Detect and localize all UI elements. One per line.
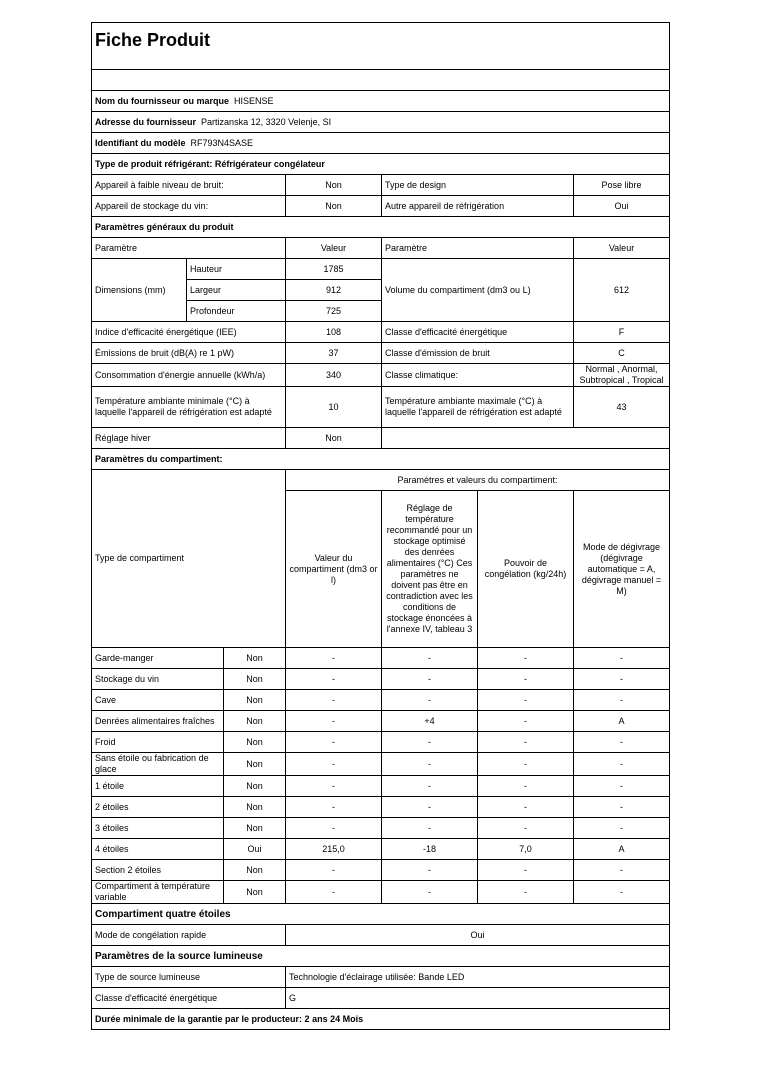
compartment-temp: - xyxy=(382,860,478,881)
compartment-freeze: - xyxy=(478,818,574,839)
compartment-defrost: A xyxy=(574,839,670,860)
dimensions-label: Dimensions (mm) xyxy=(92,259,187,322)
low-noise-label: Appareil à faible niveau de bruit: xyxy=(92,175,286,196)
compartment-present: Non xyxy=(224,669,286,690)
compartment-present: Non xyxy=(224,690,286,711)
model-id-row xyxy=(92,133,670,154)
compartment-temp-header: Réglage de température recommandé pour un stockage optimisé des denrées alimentaires (°C) Ces paramètres ne doivent pas être en contradiction avec les conditions de stockage énoncées à l'annexe IV, tableau 3 xyxy=(382,491,478,648)
compartment-name: 2 étoiles xyxy=(92,797,224,818)
compartment-row xyxy=(92,818,670,839)
compartment-name: Compartiment à température variable xyxy=(92,881,224,904)
design-type-label: Type de design xyxy=(382,175,574,196)
compartment-row xyxy=(92,732,670,753)
supplier-address-row xyxy=(92,112,670,133)
wine-storage-label: Appareil de stockage du vin: xyxy=(92,196,286,217)
compartment-name: Section 2 étoiles xyxy=(92,860,224,881)
supplier-address-label: Adresse du fournisseur xyxy=(95,116,197,127)
compartment-temp: +4 xyxy=(382,711,478,732)
light-class-value: G xyxy=(286,988,670,1009)
light-type-label: Type de source lumineuse xyxy=(92,967,286,988)
compartment-temp: - xyxy=(382,776,478,797)
compartment-present: Non xyxy=(224,753,286,776)
consumption-value: 340 xyxy=(286,364,382,387)
compartment-freeze: - xyxy=(478,648,574,669)
compartment-name: Froid xyxy=(92,732,224,753)
compartment-temp: - xyxy=(382,818,478,839)
value-header: Valeur xyxy=(286,238,382,259)
compartment-name: Stockage du vin xyxy=(92,669,224,690)
compartment-volume: - xyxy=(286,860,382,881)
noise-emission-value: 37 xyxy=(286,343,382,364)
value-header-2: Valeur xyxy=(574,238,670,259)
energy-class-value: F xyxy=(574,322,670,343)
min-temp-value: 10 xyxy=(286,387,382,428)
compartment-temp: -18 xyxy=(382,839,478,860)
compartment-present: Non xyxy=(224,732,286,753)
compartment-temp: - xyxy=(382,690,478,711)
light-class-label: Classe d'efficacité énergétique xyxy=(92,988,286,1009)
compartment-volume: - xyxy=(286,732,382,753)
compartment-present: Non xyxy=(224,648,286,669)
compartment-freeze: - xyxy=(478,881,574,904)
volume-label: Volume du compartiment (dm3 ou L) xyxy=(382,259,574,322)
supplier-address-value: Partizanska 12, 3320 Velenje, SI xyxy=(201,116,332,127)
compartment-group-header: Paramètres et valeurs du compartiment: xyxy=(286,470,670,491)
compartment-row xyxy=(92,648,670,669)
height-label: Hauteur xyxy=(187,259,286,280)
design-type-value: Pose libre xyxy=(574,175,670,196)
height-value: 1785 xyxy=(286,259,382,280)
compartment-name: Garde-manger xyxy=(92,648,224,669)
compartment-temp: - xyxy=(382,881,478,904)
compartment-present: Non xyxy=(224,881,286,904)
compartment-defrost: A xyxy=(574,711,670,732)
compartment-volume: - xyxy=(286,648,382,669)
compartment-volume: - xyxy=(286,669,382,690)
compartment-row xyxy=(92,776,670,797)
low-noise-value: Non xyxy=(286,175,382,196)
compartment-row xyxy=(92,711,670,732)
compartment-present: Non xyxy=(224,711,286,732)
compartment-name: 1 étoile xyxy=(92,776,224,797)
compartment-row xyxy=(92,753,670,776)
compartment-defrost: - xyxy=(574,797,670,818)
volume-value: 612 xyxy=(574,259,670,322)
compartment-volume: - xyxy=(286,753,382,776)
compartment-defrost: - xyxy=(574,732,670,753)
compartment-freeze: - xyxy=(478,753,574,776)
compartment-temp: - xyxy=(382,797,478,818)
compartment-row xyxy=(92,860,670,881)
compartment-row xyxy=(92,690,670,711)
compartment-row xyxy=(92,797,670,818)
compartment-defrost: - xyxy=(574,818,670,839)
compartment-freeze: - xyxy=(478,690,574,711)
empty-cell xyxy=(382,428,670,449)
compartment-defrost: - xyxy=(574,860,670,881)
product-sheet-table xyxy=(91,22,670,1030)
model-id-value: RF793N4SASE xyxy=(190,137,254,148)
climate-class-label: Classe climatique: xyxy=(382,364,574,387)
supplier-name-row xyxy=(92,91,670,112)
energy-class-label: Classe d'efficacité énergétique xyxy=(382,322,574,343)
compartment-freeze-header: Pouvoir de congélation (kg/24h) xyxy=(478,491,574,648)
noise-emission-label: Émissions de bruit (dB(A) re 1 pW) xyxy=(92,343,286,364)
supplier-name-label: Nom du fournisseur ou marque xyxy=(95,95,230,106)
compartment-volume: - xyxy=(286,797,382,818)
consumption-label: Consommation d'énergie annuelle (kWh/a) xyxy=(92,364,286,387)
compartment-defrost: - xyxy=(574,669,670,690)
compartment-name: Cave xyxy=(92,690,224,711)
min-temp-label: Température ambiante minimale (°C) à laquelle l'appareil de réfrigération est adapté xyxy=(92,387,286,428)
rapid-freeze-label: Mode de congélation rapide xyxy=(92,925,286,946)
general-params-heading: Paramètres généraux du produit xyxy=(92,217,670,238)
compartment-row xyxy=(92,881,670,904)
compartment-freeze: - xyxy=(478,732,574,753)
param-header-2: Paramètre xyxy=(382,238,574,259)
compartment-type-header: Type de compartiment xyxy=(92,470,286,648)
compartment-present: Oui xyxy=(224,839,286,860)
compartment-volume: - xyxy=(286,776,382,797)
iee-label: Indice d'efficacité énergétique (IEE) xyxy=(92,322,286,343)
warranty-row: Durée minimale de la garantie par le producteur: 2 ans 24 Mois xyxy=(92,1009,670,1030)
compartment-present: Non xyxy=(224,818,286,839)
width-value: 912 xyxy=(286,280,382,301)
depth-label: Profondeur xyxy=(187,301,286,322)
rapid-freeze-value: Oui xyxy=(286,925,670,946)
compartment-freeze: - xyxy=(478,776,574,797)
compartment-row xyxy=(92,839,670,860)
wine-storage-value: Non xyxy=(286,196,382,217)
spacer-row xyxy=(92,70,670,91)
model-id-label: Identifiant du modèle xyxy=(95,137,186,148)
compartment-freeze: - xyxy=(478,860,574,881)
compartment-params-heading: Paramètres du compartiment: xyxy=(92,449,670,470)
winter-label: Réglage hiver xyxy=(92,428,286,449)
compartment-temp: - xyxy=(382,732,478,753)
compartment-volume: - xyxy=(286,881,382,904)
compartment-volume: - xyxy=(286,711,382,732)
product-type-heading: Type de produit réfrigérant: Réfrigérateur congélateur xyxy=(92,154,670,175)
compartment-row xyxy=(92,669,670,690)
compartment-defrost: - xyxy=(574,648,670,669)
iee-value: 108 xyxy=(286,322,382,343)
compartment-defrost: - xyxy=(574,881,670,904)
page-title: Fiche Produit xyxy=(92,23,670,70)
compartment-present: Non xyxy=(224,776,286,797)
compartment-freeze: - xyxy=(478,711,574,732)
compartment-defrost-header: Mode de dégivrage (dégivrage automatique = A, dégivrage manuel = M) xyxy=(574,491,670,648)
param-header: Paramètre xyxy=(92,238,286,259)
winter-value: Non xyxy=(286,428,382,449)
compartment-volume: - xyxy=(286,690,382,711)
four-star-heading: Compartiment quatre étoiles xyxy=(92,904,670,925)
light-source-heading: Paramètres de la source lumineuse xyxy=(92,946,670,967)
compartment-name: 4 étoiles xyxy=(92,839,224,860)
max-temp-value: 43 xyxy=(574,387,670,428)
compartment-name: 3 étoiles xyxy=(92,818,224,839)
compartment-name: Denrées alimentaires fraîches xyxy=(92,711,224,732)
compartment-volume: 215,0 xyxy=(286,839,382,860)
compartment-freeze: - xyxy=(478,797,574,818)
climate-class-value: Normal , Anormal, Subtropical , Tropical xyxy=(574,364,670,387)
compartment-freeze: 7,0 xyxy=(478,839,574,860)
compartment-name: Sans étoile ou fabrication de glace xyxy=(92,753,224,776)
other-appliance-label: Autre appareil de réfrigération xyxy=(382,196,574,217)
compartment-defrost: - xyxy=(574,690,670,711)
compartment-temp: - xyxy=(382,753,478,776)
compartment-temp: - xyxy=(382,669,478,690)
compartment-rows xyxy=(92,648,670,904)
compartment-present: Non xyxy=(224,797,286,818)
depth-value: 725 xyxy=(286,301,382,322)
compartment-present: Non xyxy=(224,860,286,881)
max-temp-label: Température ambiante maximale (°C) à laquelle l'appareil de réfrigération est adapté xyxy=(382,387,574,428)
compartment-temp: - xyxy=(382,648,478,669)
noise-class-value: C xyxy=(574,343,670,364)
supplier-name-value: HISENSE xyxy=(234,95,274,106)
noise-class-label: Classe d'émission de bruit xyxy=(382,343,574,364)
light-type-value: Technologie d'éclairage utilisée: Bande LED xyxy=(286,967,670,988)
compartment-defrost: - xyxy=(574,753,670,776)
width-label: Largeur xyxy=(187,280,286,301)
compartment-freeze: - xyxy=(478,669,574,690)
other-appliance-value: Oui xyxy=(574,196,670,217)
compartment-defrost: - xyxy=(574,776,670,797)
compartment-volume: - xyxy=(286,818,382,839)
compartment-volume-header: Valeur du compartiment (dm3 or l) xyxy=(286,491,382,648)
